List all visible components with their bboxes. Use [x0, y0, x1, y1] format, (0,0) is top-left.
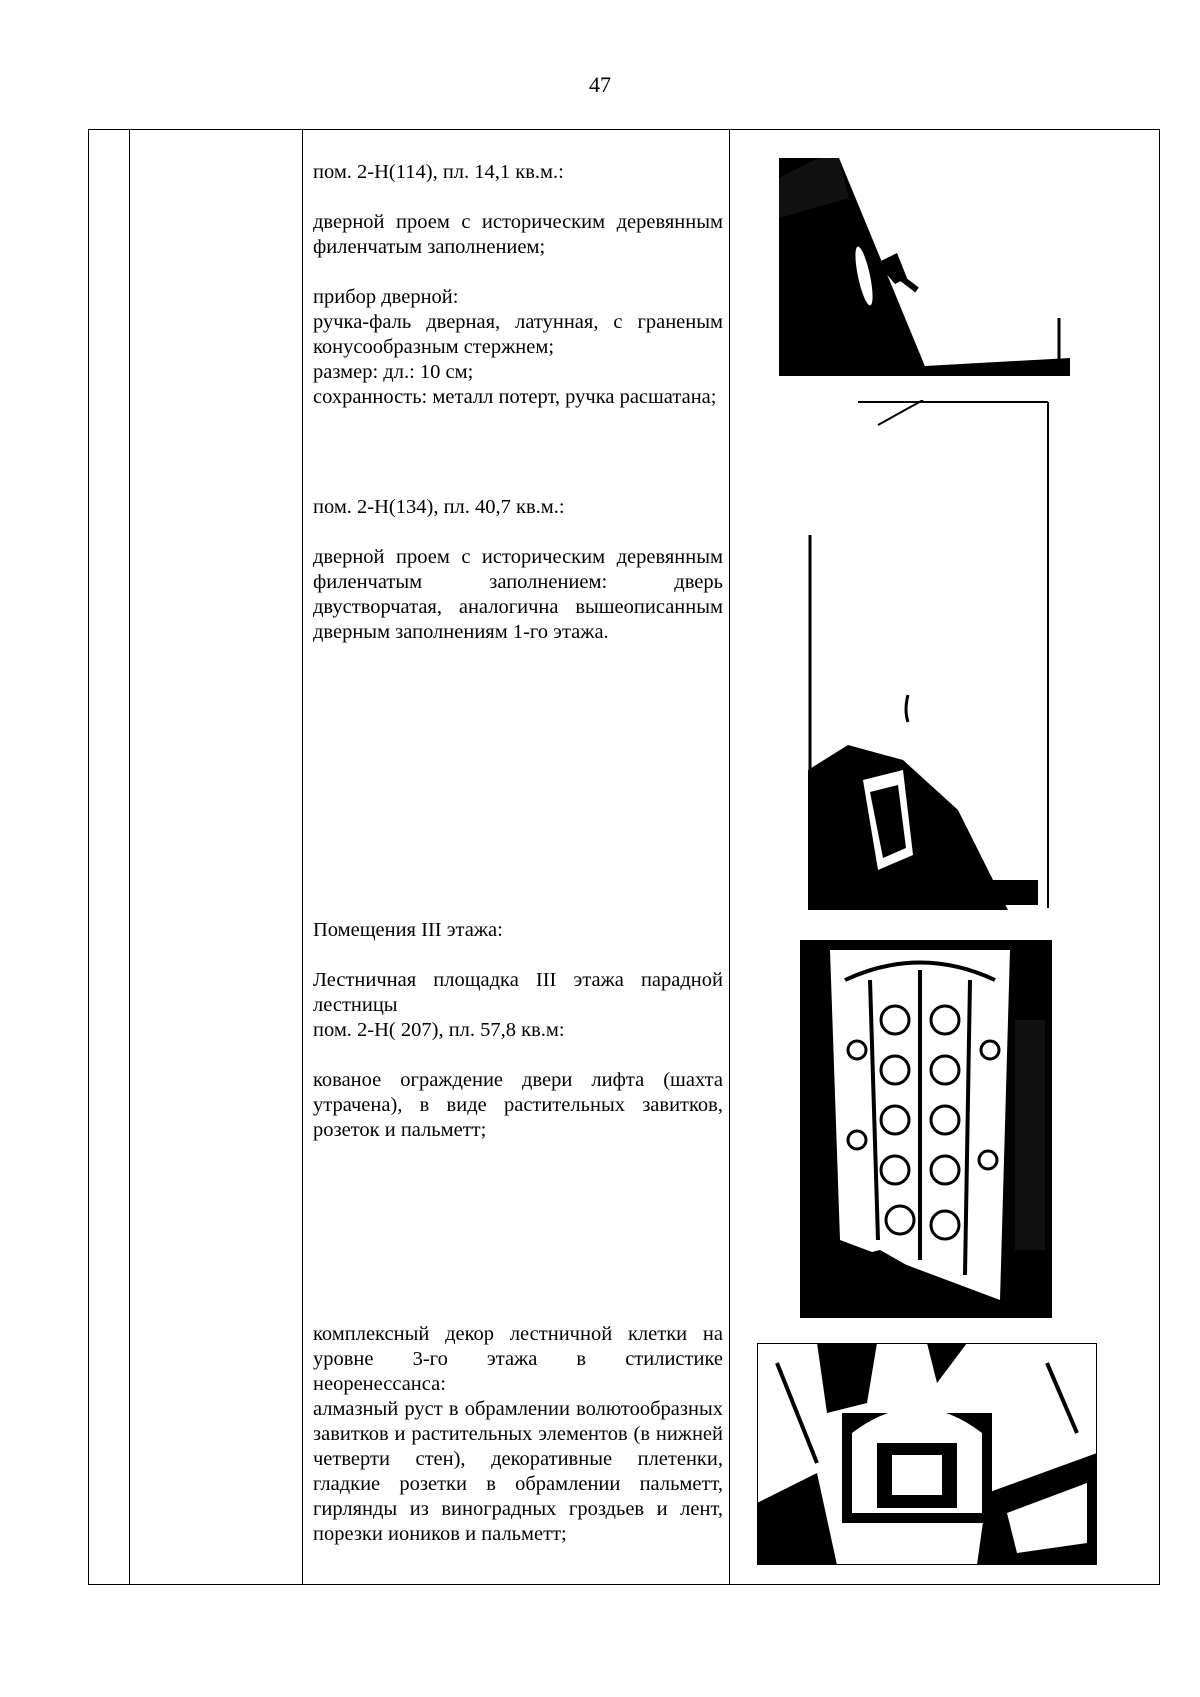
stair-decor-desc: алмазный руст в обрамлении волютообразных завитков и растительных элементов (в нижней четверти стен), декоративные плетенки, гладкие розетки в обрамлении пальметт, гирлянды из виноградных гроздьев и лент, порезки иоников и пальметт; — [313, 1398, 723, 1545]
floor-3-landing: Лестничная площадка III этажа парадной лестницы — [313, 969, 723, 1016]
room-134-block — [313, 495, 723, 645]
floor-3-block — [313, 918, 723, 1143]
floor-3-room: пом. 2-Н( 207), пл. 57,8 кв.м: — [313, 1019, 565, 1041]
double-door-photo — [808, 400, 1050, 910]
door-handle-photo — [779, 158, 1070, 376]
stair-decor-block — [313, 1322, 723, 1547]
floor-3-fence: кованое ограждение двери лифта (шахта утрачена), в виде растительных завитков, розеток и пальметт; — [313, 1069, 723, 1141]
column-divider-1 — [129, 130, 130, 1584]
room-114-device-desc: ручка-фаль дверная, латунная, с граненым конусообразным стержнем; — [313, 311, 723, 358]
lift-gate-photo — [800, 940, 1052, 1318]
room-114-heading: пом. 2-Н(114), пл. 14,1 кв.м.: — [313, 161, 564, 183]
room-114-opening: дверной проем с историческим деревянным филенчатым заполнением; — [313, 211, 723, 258]
column-divider-3 — [729, 130, 730, 1584]
room-114-device-title: прибор дверной: — [313, 286, 459, 308]
page-number: 47 — [589, 72, 611, 97]
room-114-block — [313, 160, 723, 410]
room-134-heading: пом. 2-Н(134), пл. 40,7 кв.м.: — [313, 496, 565, 518]
column-divider-2 — [302, 130, 303, 1584]
staircase-decor-photo — [757, 1343, 1097, 1565]
stair-decor-heading: комплексный декор лестничной клетки на уровне 3-го этажа в стилистике неоренессанса: — [313, 1323, 723, 1395]
room-134-desc: дверной проем с историческим деревянным филенчатым заполнением: дверь двустворчатая, аналогична вышеописанным дверным заполнениям 1-го этажа. — [313, 546, 723, 643]
floor-3-heading: Помещения III этажа: — [313, 919, 503, 941]
room-114-condition: сохранность: металл потерт, ручка расшатана; — [313, 386, 717, 408]
room-114-size: размер: дл.: 10 см; — [313, 361, 474, 383]
